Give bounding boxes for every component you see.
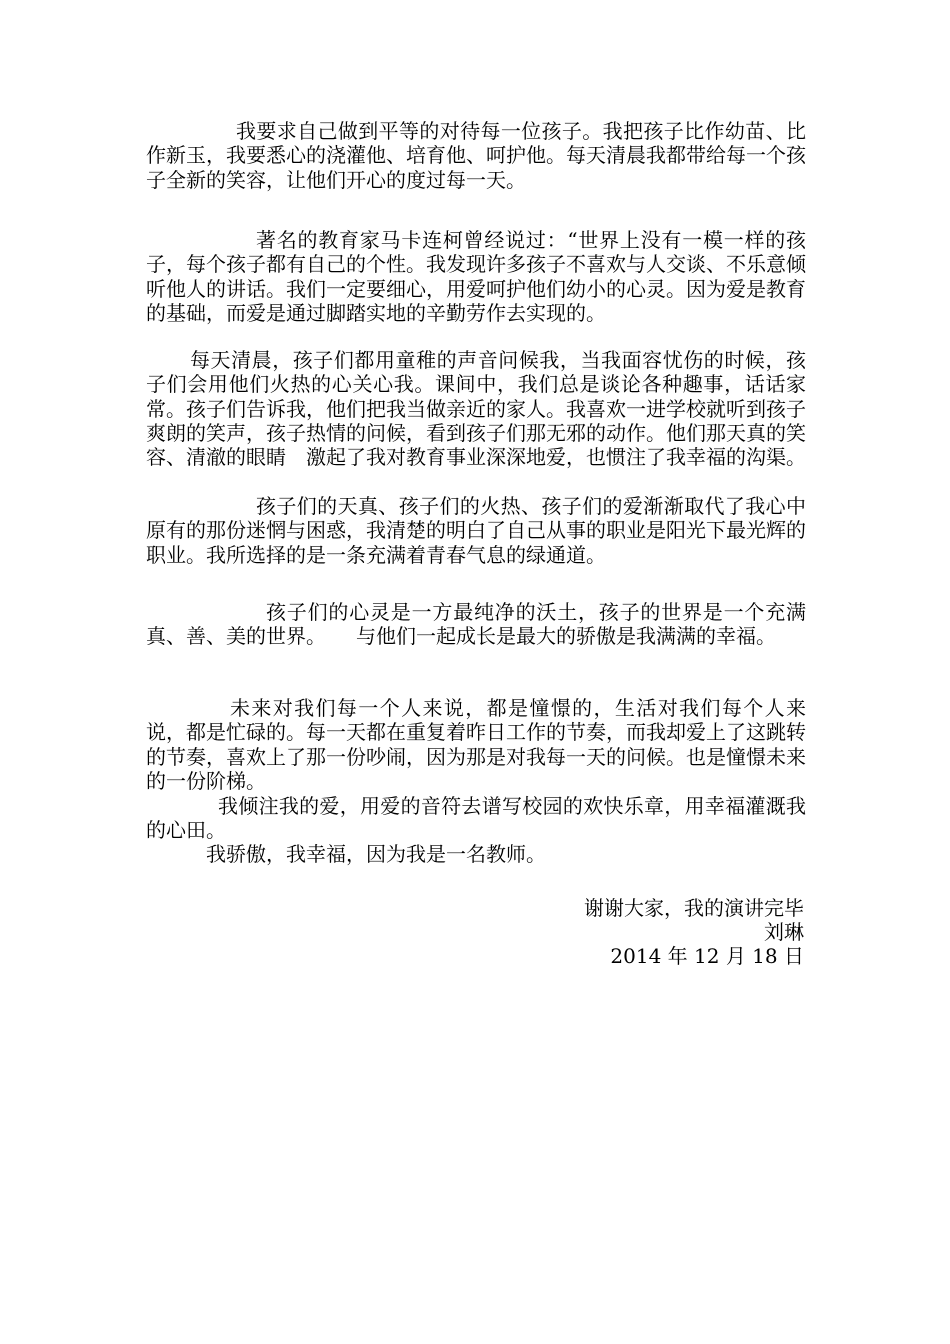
closing-line: 谢谢大家，我的演讲完毕 [584,896,804,920]
paragraph-2: 著名的教育家马卡连柯曾经说过：“世界上没有一模一样的孩子，每个孩子都有自己的个性。我发现许多孩子不喜欢与人交谈、不乐意倾听他人的讲话。我们一定要细心，用爱呵护他们幼小的心灵。因为爱是教育的基础，而爱是通过脚踏实地的辛勤劳作去实现的。 [146,228,806,325]
paragraph-3: 每天清晨，孩子们都用童稚的声音问候我，当我面容忧伤的时候，孩子们会用他们火热的心关心我。课间中，我们总是谈论各种趣事，话话家常。孩子们告诉我，他们把我当做亲近的家人。我喜欢一进学校就听到孩子爽朗的笑声，孩子热情的问候，看到孩子们那无邪的动作。他们那天真的笑容、清澈的眼睛 激起了我对教育事业深深地爱，也惯注了我幸福的沟渠。 [146,348,806,470]
date-line: 2014 年 12 月 18 日 [610,944,804,968]
paragraph-7: 我倾注我的爱，用爱的音符去谱写校园的欢快乐章，用幸福灌溉我的心田。 [146,794,806,843]
paragraph-5: 孩子们的心灵是一方最纯净的沃土，孩子的世界是一个充满真、善、美的世界。 与他们一起成长是最大的骄傲是我满满的幸福。 [146,600,806,649]
paragraph-4: 孩子们的天真、孩子们的火热、孩子们的爱渐渐取代了我心中原有的那份迷惘与困惑，我清楚的明白了自己从事的职业是阳光下最光辉的职业。我所选择的是一条充满着青春气息的绿通道。 [146,494,806,567]
author-name: 刘琳 [764,920,804,944]
paragraph-1: 我要求自己做到平等的对待每一位孩子。我把孩子比作幼苗、比作新玉，我要悉心的浇灌他、培育他、呵护他。每天清晨我都带给每一个孩子全新的笑容，让他们开心的度过每一天。 [146,119,806,192]
paragraph-8: 我骄傲，我幸福，因为我是一名教师。 [206,842,546,866]
paragraph-6: 未来对我们每一个人来说，都是憧憬的，生活对我们每个人来说，都是忙碌的。每一天都在重复着昨日工作的节奏，而我却爱上了这跳转的节奏，喜欢上了那一份吵闹，因为那是对我每一天的问候。也是憧憬未来的一份阶梯。 [146,696,806,793]
